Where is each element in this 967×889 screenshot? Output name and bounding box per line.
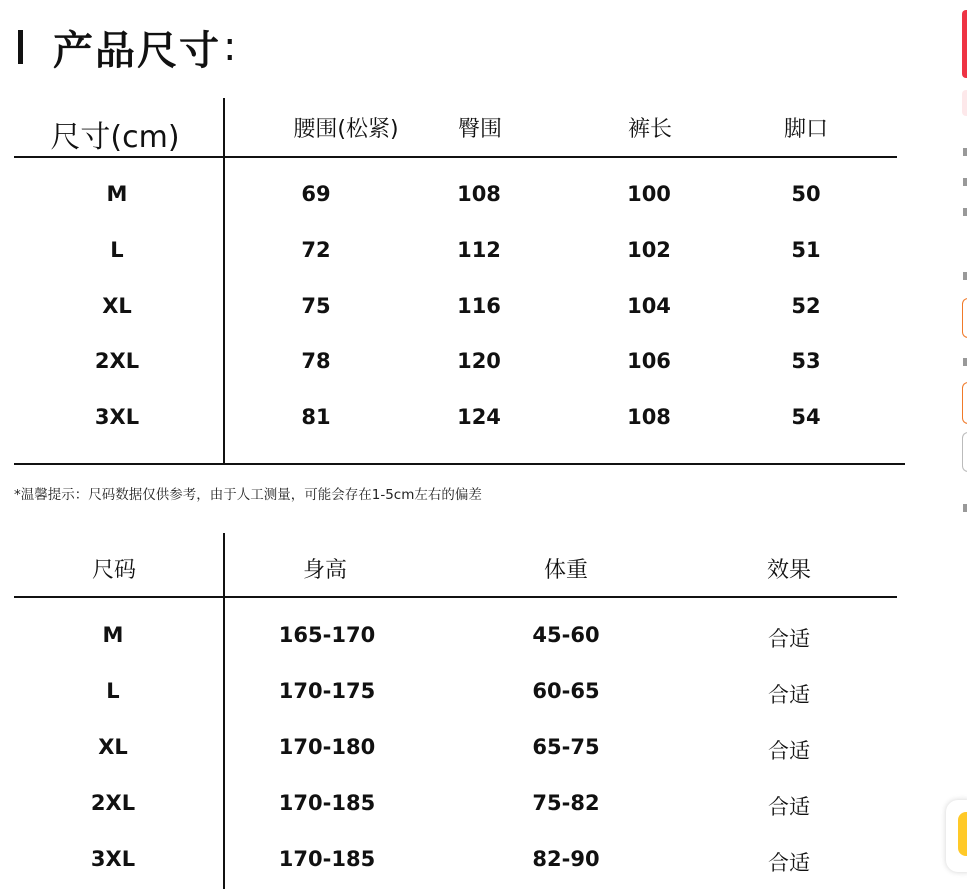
side-panel-pink-tag: [962, 90, 967, 116]
size-table-cell: 104: [627, 294, 671, 318]
size-table-cell: 116: [457, 294, 501, 318]
page-title: [18, 22, 238, 72]
size-table-cell: 112: [457, 238, 501, 262]
size-table-cell: L: [110, 238, 124, 262]
size-table-header-cell: 裤长: [627, 117, 673, 142]
page-title-colon: :: [223, 24, 239, 70]
size-table-cell: XL: [102, 294, 132, 318]
size-table-header-cell: 腰围(松紧): [293, 117, 399, 142]
fit-table: [0, 533, 905, 889]
size-table-cell: 50: [791, 182, 821, 206]
size-table-cell: 72: [301, 238, 331, 262]
size-table-cell: 54: [791, 405, 821, 429]
title-bar: [18, 30, 23, 64]
fit-table-cell: 合适: [768, 851, 810, 875]
fit-table-cell: M: [102, 623, 124, 647]
size-table-cell: 78: [301, 349, 331, 373]
size-table-header-cell: 臀围: [457, 117, 503, 142]
side-panel-red-button[interactable]: [962, 10, 967, 78]
size-table-cell: 52: [791, 294, 821, 318]
side-panel-mark: [963, 148, 967, 156]
side-panel-option-selected[interactable]: [962, 298, 967, 338]
fit-table-cell: 合适: [768, 683, 810, 707]
fit-table-vertical-divider: [223, 533, 225, 889]
size-table-header-divider: [14, 156, 897, 158]
size-table-header-cell: 尺寸(cm): [50, 120, 180, 155]
side-panel-mark: [963, 208, 967, 216]
fit-table-cell: 75-82: [532, 791, 600, 815]
size-table-header-cell: 脚口: [783, 117, 829, 142]
fit-table-cell: 170-180: [278, 735, 376, 759]
size-table-cell: 2XL: [94, 349, 140, 373]
fit-table-header-cell: 体重: [543, 558, 589, 583]
fit-table-cell: 60-65: [532, 679, 600, 703]
size-note: *温馨提示：尺码数据仅供参考，由于人工测量，可能会存在1-5cm左右的偏差: [14, 487, 482, 503]
side-panel-mark: [963, 272, 967, 280]
fit-table-cell: 3XL: [90, 847, 136, 871]
fit-table-cell: 合适: [768, 739, 810, 763]
side-panel-yellow-button[interactable]: [958, 812, 967, 856]
size-table-cell: 102: [627, 238, 671, 262]
fit-table-cell: 170-185: [278, 791, 376, 815]
fit-table-cell: 45-60: [532, 623, 600, 647]
fit-table-header-divider: [14, 596, 897, 598]
side-panel-mark: [963, 504, 967, 512]
size-table-vertical-divider: [223, 98, 225, 463]
side-panel-mark: [963, 358, 967, 366]
size-table-cell: 53: [791, 349, 821, 373]
size-table-cell: 3XL: [94, 405, 140, 429]
fit-table-cell: L: [106, 679, 120, 703]
fit-table-cell: XL: [98, 735, 128, 759]
fit-table-cell: 合适: [768, 627, 810, 651]
fit-table-cell: 合适: [768, 795, 810, 819]
side-panel-option-selected[interactable]: [962, 382, 967, 424]
size-table-cell: 124: [457, 405, 501, 429]
page-title-text: 产品尺寸: [53, 27, 221, 74]
size-table: [0, 98, 905, 468]
size-table-bottom-border: [14, 463, 905, 465]
fit-table-cell: 2XL: [90, 791, 136, 815]
size-table-cell: 106: [627, 349, 671, 373]
size-table-cell: 51: [791, 238, 821, 262]
size-table-cell: 75: [301, 294, 331, 318]
fit-table-cell: 82-90: [532, 847, 600, 871]
fit-table-cell: 165-170: [278, 623, 376, 647]
fit-table-cell: 65-75: [532, 735, 600, 759]
size-table-cell: 120: [457, 349, 501, 373]
fit-table-header-cell: 尺码: [91, 558, 137, 583]
fit-table-cell: 170-185: [278, 847, 376, 871]
fit-table-header-cell: 身高: [302, 558, 348, 583]
side-panel-mark: [963, 178, 967, 186]
fit-table-header-cell: 效果: [766, 558, 812, 583]
size-table-cell: M: [106, 182, 128, 206]
size-table-cell: 108: [627, 405, 671, 429]
size-table-cell: 108: [457, 182, 501, 206]
size-table-cell: 69: [301, 182, 331, 206]
fit-table-cell: 170-175: [278, 679, 376, 703]
side-panel-option[interactable]: [962, 432, 967, 472]
size-table-cell: 81: [301, 405, 331, 429]
size-table-cell: 100: [627, 182, 671, 206]
